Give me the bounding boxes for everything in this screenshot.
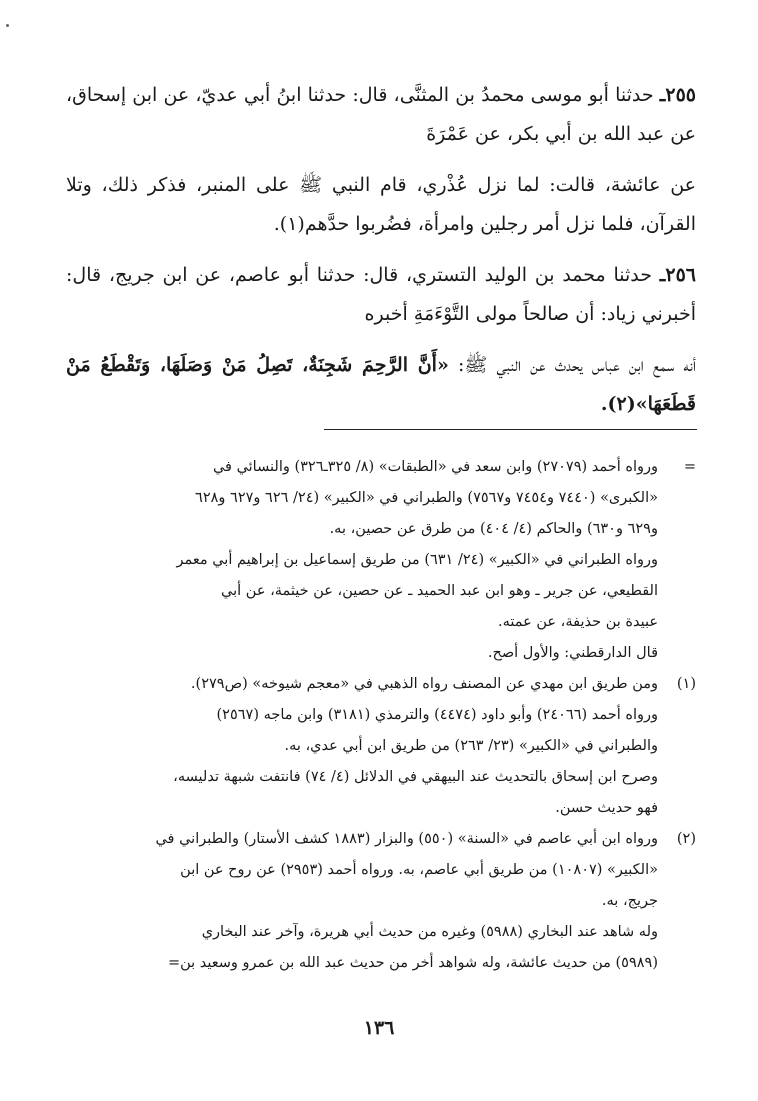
hadith-255-isnad [66, 76, 696, 154]
hadith-text: عن عائشة، قالت: لما نزل عُذْري، قام النبي ﷺ على المنبر، فذكر ذلك، وتلا القرآن، فلما نزل أمر رجلين وامرأة، فضُربوا حدَّهم(١). [66, 174, 696, 235]
hadith-256-isnad [66, 256, 696, 334]
footnote-line: «الكبرى» (٧٤٤٠ و٧٤٥٤ و٧٥٦٧) والطبراني في «الكبير» (٢٤/ ٦٢٦ و٦٢٧ و٦٢٨ [195, 490, 658, 506]
footnote-marker: (١) [676, 676, 696, 692]
footnote-line: ورواه أحمد (٢٤٠٦٦) وأبو داود (٤٤٧٤) والترمذي (٣١٨١) وابن ماجه (٢٥٦٧) [216, 707, 658, 723]
hadith-255-matn [66, 166, 696, 244]
footnote-line: (٥٩٨٩) من حديث عائشة، وله شواهد أخر من حديث عبد الله بن عمرو وسعيد بن= [167, 955, 658, 971]
page-number: ١٣٦ [363, 1017, 395, 1039]
footnote-1 [66, 669, 696, 824]
footnote-body [66, 452, 658, 669]
hadith-text: حدثنا أبو موسى محمدُ بن المثنَّى، قال: حدثنا ابنُ أبي عديّ، عن ابن إسحاق، عن عبد الله بن أبي بكر، عن عَمْرَةَ [66, 84, 696, 145]
footnote-line: القطيعي، عن جرير ـ وهو ابن عبد الحميد ـ عن حصين، عن خيثمة، عن أبي [221, 583, 658, 599]
footnote-2 [66, 824, 696, 979]
footnote-line: جريج، به. [601, 893, 658, 909]
footnote-line: ومن طريق ابن مهدي عن المصنف رواه الذهبي في «معجم شيوخه» (ص٢٧٩). [190, 676, 658, 692]
footnote-line: و٦٢٩ و٦٣٠) والحاكم (٤/ ٤٠٤) من طرق عن حصين، به. [329, 521, 658, 537]
hadith-number: ٢٥٦ـ [659, 264, 696, 286]
hadith-text: أنه سمع ابن عباس يحدث عن النبي ﷺ: [458, 354, 696, 376]
footnote-separator [324, 429, 697, 430]
hadith-text: حدثنا محمد بن الوليد التستري، قال: حدثنا أبو عاصم، عن ابن جريج، قال: أخبرني زياد: أن صالحاً مولى التَّوْءَمَةِ أخبره [66, 264, 696, 325]
footnote-body [66, 669, 658, 824]
footnote-line: ورواه ابن أبي عاصم في «السنة» (٥٥٠) والبزار (١٨٨٣ كشف الأستار) والطبراني في [155, 831, 658, 847]
footnote-line: وصرح ابن إسحاق بالتحديث عند البيهقي في الدلائل (٤/ ٧٤) فانتفت شبهة تدليسه، [173, 769, 658, 785]
prophetic-quote: «أَنَّ الرَّحِمَ شَجِنَةٌ، تَصِلُ مَنْ وَصَلَهَا، وَتَقْطَعُ مَنْ قَطَعَهَا»(٢). [66, 354, 696, 415]
footnote-line: «الكبير» (١٠٨٠٧) من طريق أبي عاصم، به. ورواه أحمد (٢٩٥٣) عن روح عن ابن [180, 862, 658, 878]
hadith-number: ٢٥٥ـ [659, 84, 696, 106]
footnote-line: والطبراني في «الكبير» (٢٣/ ٢٦٣) من طريق ابن أبي عدي، به. [284, 738, 658, 754]
footnote-line: ورواه الطبراني في «الكبير» (٢٤/ ٦٣١) من طريق إسماعيل بن إبراهيم أبي معمر [176, 552, 658, 568]
main-text [66, 76, 696, 436]
footnotes [66, 452, 696, 979]
footnote-marker: = [683, 459, 696, 475]
footnote-line: ورواه أحمد (٢٧٠٧٩) وابن سعد في «الطبقات» (٨/ ٣٢٥ـ٣٢٦) والنسائي في [212, 459, 658, 475]
footnote-line: قال الدارقطني: والأول أصح. [487, 645, 658, 661]
footnote-continuation [66, 452, 696, 669]
footnote-marker: (٢) [676, 831, 696, 847]
scan-dot [6, 24, 9, 27]
footnote-body [66, 824, 658, 979]
footnote-line: عبيدة بن حذيفة، عن عمته. [497, 614, 658, 630]
footnote-line: وله شاهد عند البخاري (٥٩٨٨) وغيره من حديث أبي هريرة، وآخر عند البخاري [201, 924, 658, 940]
footnote-line: فهو حديث حسن. [555, 800, 658, 816]
hadith-256-matn [66, 346, 696, 424]
